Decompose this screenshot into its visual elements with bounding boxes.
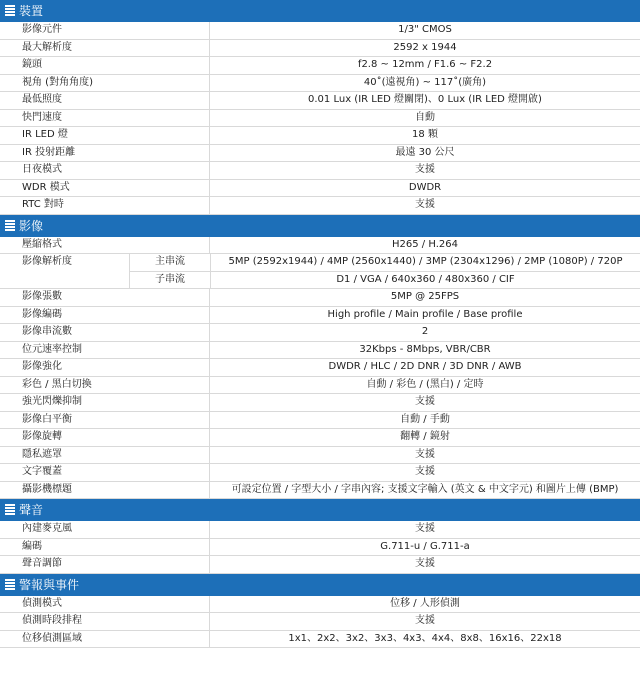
spec-label: IR LED 燈 [0,127,210,144]
spec-label: 影像編碼 [0,307,210,324]
spec-label: 影像強化 [0,359,210,376]
spec-value: 支援 [415,523,435,534]
spec-label: IR 投射距離 [0,145,210,162]
spec-value: 2592 x 1944 [393,41,457,53]
spec-value: 5MP @ 25FPS [390,291,460,302]
spec-label: 視角 (對角角度) [0,75,210,92]
spec-value: 支援 [415,466,435,477]
spec-value: 支援 [415,164,435,175]
spec-row [0,631,640,649]
spec-label: 日夜模式 [0,162,210,179]
spec-row [0,482,640,500]
spec-row [0,57,640,75]
spec-sub-row [130,254,640,272]
list-icon [5,504,15,516]
spec-value: 位移 / 人形偵測 [390,597,460,609]
spec-sub-label: 主串流 [130,254,211,271]
spec-label: RTC 對時 [0,197,210,214]
spec-row [0,22,640,40]
spec-value: 1x1、2x2、3x2、3x3、4x3、4x4、8x8、16x16、22x18 [288,632,562,644]
spec-label: 攝影機標題 [0,482,210,499]
spec-value: 32Kbps - 8Mbps, VBR/CBR [359,343,491,355]
section-header [0,0,640,22]
spec-label: 位移偵測區域 [0,631,210,648]
spec-row [0,307,640,325]
spec-label: 壓縮格式 [0,237,210,254]
spec-row [0,539,640,557]
spec-value: 自動 / 手動 [400,413,450,425]
spec-row [0,145,640,163]
spec-value: f2.8 ~ 12mm / F1.6 ~ F2.2 [357,59,493,70]
spec-label: 影像白平衡 [0,412,210,429]
spec-row [0,40,640,58]
spec-label: 編碼 [0,539,210,556]
spec-row [0,110,640,128]
spec-row [0,75,640,93]
section-header [0,215,640,237]
spec-value: G.711-u / G.711-a [380,540,470,552]
list-icon [5,5,15,17]
spec-row [0,412,640,430]
spec-row [0,127,640,145]
spec-value: 支援 [415,558,435,569]
spec-label: 隱私遮罩 [0,447,210,464]
spec-value: 支援 [415,448,435,460]
spec-value: 支援 [415,615,435,626]
spec-label: 影像解析度 [0,254,130,289]
spec-value: 1/3" CMOS [398,24,452,35]
spec-row [0,464,640,482]
spec-row [0,429,640,447]
section-title: 影像 [19,218,44,233]
section-title: 裝置 [19,4,44,18]
spec-label: 最低照度 [0,92,210,109]
spec-value: 5MP (2592x1944) / 4MP (2560x1440) / 3MP (2304x1296) / 2MP (1080P) / 720P [228,256,623,267]
spec-row [0,180,640,198]
spec-row [0,237,640,255]
spec-label: 影像旋轉 [0,429,210,446]
spec-value: H265 / H.264 [392,238,458,250]
spec-value: DWDR / HLC / 2D DNR / 3D DNR / AWB [328,361,522,372]
spec-row [0,197,640,215]
spec-row [0,394,640,412]
split-sub-rows [130,254,640,289]
spec-row [0,377,640,395]
section-header [0,574,640,596]
spec-label: 影像串流數 [0,324,210,341]
spec-label: 位元速率控制 [0,342,210,359]
spec-label: 偵測模式 [0,596,210,613]
spec-row [0,289,640,307]
spec-row [0,162,640,180]
spec-value: D1 / VGA / 640x360 / 480x360 / CIF [336,273,515,285]
spec-label: 聲音調節 [0,556,210,573]
list-icon [5,220,15,232]
spec-value: DWDR [408,181,442,193]
spec-value: High profile / Main profile / Base profile [327,308,523,320]
spec-row [0,92,640,110]
spec-value: 18 顆 [412,129,438,140]
spec-value: 翻轉 / 鏡射 [400,431,450,442]
spec-label: 強光閃爍抑制 [0,394,210,411]
spec-label: 影像張數 [0,289,210,306]
spec-sub-row [130,272,640,290]
spec-value: 40˚(遠視角) ~ 117˚(廣角) [363,76,487,88]
section-title: 警報與事件 [19,577,80,592]
spec-value: 0.01 Lux (IR LED 燈關閉)、0 Lux (IR LED 燈開啟) [308,94,542,105]
spec-value: 最遠 30 公尺 [395,146,455,158]
spec-label: 偵測時段排程 [0,613,210,630]
spec-label: WDR 模式 [0,180,210,197]
list-icon [5,579,15,591]
spec-label: 彩色 / 黑白切換 [0,377,210,394]
spec-label: 內建麥克風 [0,521,210,538]
spec-value: 支援 [415,199,435,210]
spec-row [0,324,640,342]
spec-value: 2 [421,326,429,337]
spec-row [0,342,640,360]
spec-row [0,359,640,377]
spec-value: 自動 [415,111,435,123]
spec-value: 可設定位置 / 字型大小 / 字串內容; 支援文字輸入 (英文 & 中文字元) 和圖片上傳 (BMP) [231,483,619,495]
spec-row [0,521,640,539]
spec-row [0,447,640,465]
spec-label: 影像元件 [0,22,210,39]
spec-row [0,596,640,614]
spec-row-split [0,254,640,289]
spec-sub-label: 子串流 [130,272,211,289]
spec-value: 支援 [415,396,435,407]
spec-label: 鏡頭 [0,57,210,74]
spec-label: 快門速度 [0,110,210,127]
section-title: 聲音 [19,503,44,517]
spec-label: 最大解析度 [0,40,210,57]
spec-value: 自動 / 彩色 / (黑白) / 定時 [366,378,484,390]
spec-row [0,556,640,574]
section-header [0,499,640,521]
spec-row [0,613,640,631]
spec-label: 文字覆蓋 [0,464,210,481]
